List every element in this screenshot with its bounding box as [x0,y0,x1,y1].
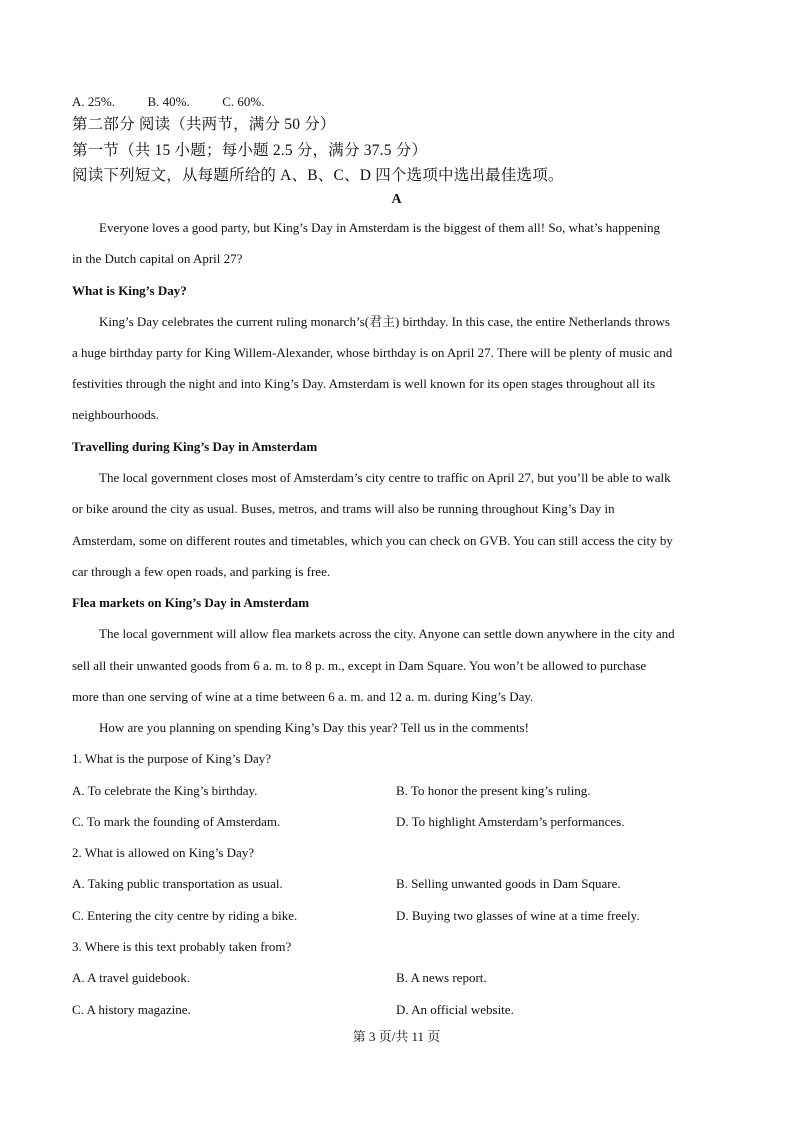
para2-line-3: Amsterdam, some on different routes and timetables, which you can check on GVB. You can still access the city by [72,533,673,548]
question-2-option-a: A. Taking public transportation as usual. [72,876,283,891]
para1-line-1: King’s Day celebrates the current ruling monarch’s(君主) birthday. In this case, the entire Netherlands throws [99,314,670,329]
section-heading: 第一节（共 15 小题；每小题 2.5 分，满分 37.5 分） [72,142,428,159]
para2-line-2: or bike around the city as usual. Buses, metros, and trams will also be running throughout King’s Day in [72,501,615,516]
previous-question-options [72,94,264,110]
para1-line-3: festivities through the night and into King’s Day. Amsterdam is well known for its open stages throughout all its [72,376,656,391]
question-1-option-c: C. To mark the founding of Amsterdam. [72,814,281,829]
closing-line: How are you planning on spending King’s Day this year? Tell us in the comments! [99,720,529,735]
para3-line-1: The local government will allow flea markets across the city. Anyone can settle down anywhere in the city and [99,626,675,641]
question-3-option-c: C. A history magazine. [72,1002,191,1017]
para1-line-2: a huge birthday party for King Willem-Alexander, whose birthday is on April 27. There will be plenty of music and [72,345,673,360]
question-3-option-d: D. An official website. [396,1002,514,1017]
option-a: A. 25%. [72,94,115,109]
part-heading: 第二部分 阅读（共两节，满分 50 分） [72,116,336,133]
question-1-option-d: D. To highlight Amsterdam’s performances. [396,814,625,829]
question-3-stem: 3. Where is this text probably taken from? [72,939,292,954]
question-2-stem: 2. What is allowed on King’s Day? [72,845,255,860]
question-1-option-b: B. To honor the present king’s ruling. [396,783,591,798]
heading-flea-markets: Flea markets on King’s Day in Amsterdam [72,595,310,610]
question-1-stem: 1. What is the purpose of King’s Day? [72,751,272,766]
question-2-option-b: B. Selling unwanted goods in Dam Square. [396,876,621,891]
para3-line-3: more than one serving of wine at a time between 6 a. m. and 12 a. m. during King’s Day. [72,689,534,704]
question-3-option-b: B. A news report. [396,970,487,985]
para1-line-4: neighbourhoods. [72,407,160,422]
question-1-option-a: A. To celebrate the King’s birthday. [72,783,258,798]
heading-travelling: Travelling during King’s Day in Amsterdam [72,439,318,454]
page-footer: 第 3 页/共 11 页 [352,1029,441,1044]
question-2-option-c: C. Entering the city centre by riding a bike. [72,908,298,923]
para2-line-1: The local government closes most of Amsterdam’s city centre to traffic on April 27, but you’ll be able to walk [99,470,671,485]
para3-line-2: sell all their unwanted goods from 6 a. m. to 8 p. m., except in Dam Square. You won’t be allowed to purchase [72,658,647,673]
option-b: B. 40%. [147,94,190,109]
option-c: C. 60%. [222,94,265,109]
intro-line-1: Everyone loves a good party, but King’s Day in Amsterdam is the biggest of them all! So, what’s happening [99,220,660,235]
question-3-option-a: A. A travel guidebook. [72,970,191,985]
question-2-option-d: D. Buying two glasses of wine at a time freely. [396,908,640,923]
intro-line-2: in the Dutch capital on April 27? [72,251,243,266]
heading-what-is-kings-day: What is King’s Day? [72,283,187,298]
instruction: 阅读下列短文，从每题所给的 A、B、C、D 四个选项中选出最佳选项。 [72,167,564,184]
passage-label: A [391,192,402,207]
para2-line-4: car through a few open roads, and parking is free. [72,564,331,579]
